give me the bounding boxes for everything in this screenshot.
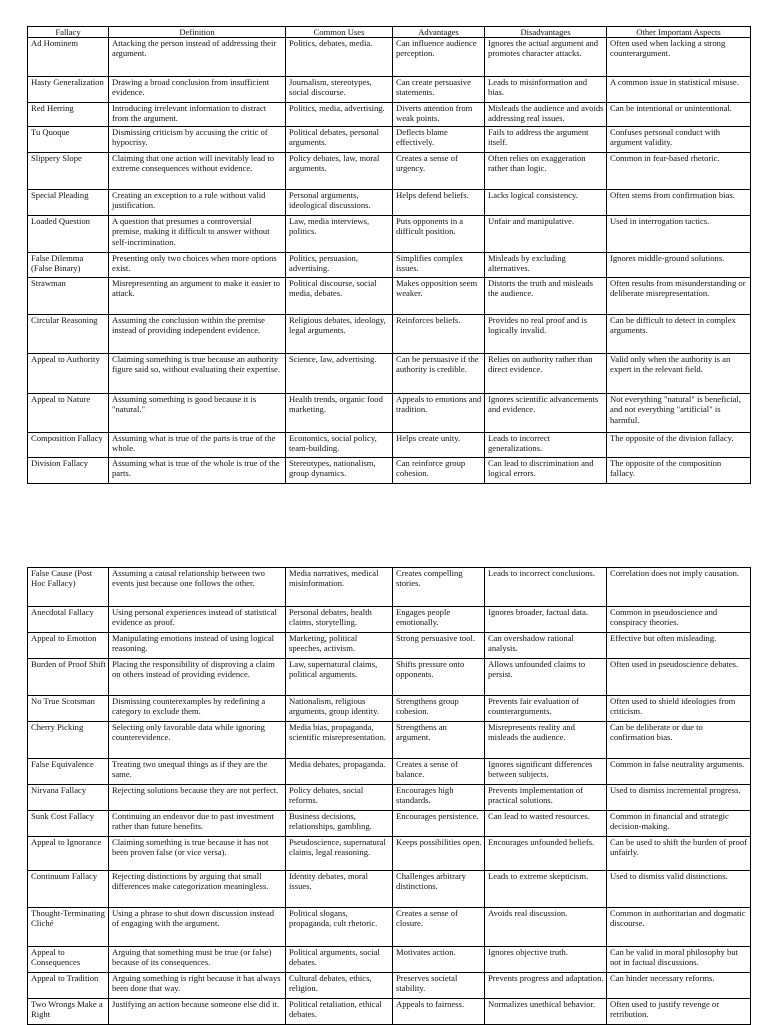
disadvantages-cell: Leads to incorrect generalizations. — [485, 433, 607, 458]
common-uses-cell: Business decisions, relationships, gambling. — [286, 811, 393, 837]
definition-cell: Assuming something is good because it is "natural." — [109, 394, 286, 433]
definition-cell: Misrepresenting an argument to make it easier to attack. — [109, 278, 286, 315]
header-common-uses: Common Uses — [286, 27, 393, 38]
table-row — [28, 722, 751, 759]
advantages-cell: Strengthens group cohesion. — [393, 696, 485, 722]
other-aspects-cell: Common in authoritarian and dogmatic discourse. — [607, 908, 751, 947]
advantages-cell: Can reinforce group cohesion. — [393, 458, 485, 484]
definition-cell: Arguing that something must be true (or false) because of its consequences. — [109, 947, 286, 973]
definition-cell: Treating two unequal things as if they are the same. — [109, 759, 286, 785]
common-uses-cell: Economics, social policy, team-building. — [286, 433, 393, 458]
definition-cell: Introducing irrelevant information to distract from the argument. — [109, 103, 286, 127]
header-advantages: Advantages — [393, 27, 485, 38]
header-disadvantages: Disadvantages — [485, 27, 607, 38]
fallacy-cell: Two Wrongs Make a Right — [28, 999, 109, 1025]
common-uses-cell: Politics, media, advertising. — [286, 103, 393, 127]
fallacy-cell: Appeal to Nature — [28, 394, 109, 433]
table-row — [28, 973, 751, 999]
fallacy-cell: Tu Quoque — [28, 127, 109, 153]
other-aspects-cell: A common issue in statistical misuse. — [607, 77, 751, 103]
other-aspects-cell: Common in false neutrality arguments. — [607, 759, 751, 785]
other-aspects-cell: Can be intentional or unintentional. — [607, 103, 751, 127]
fallacy-cell: False Equivalence — [28, 759, 109, 785]
other-aspects-cell: Correlation does not imply causation. — [607, 568, 751, 607]
advantages-cell: Encourages high standards. — [393, 785, 485, 811]
advantages-cell: Shifts pressure onto opponents. — [393, 659, 485, 696]
definition-cell: Assuming what is true of the whole is true of the parts. — [109, 458, 286, 484]
table-row — [28, 696, 751, 722]
table-row — [28, 315, 751, 354]
definition-cell: Assuming the conclusion within the premise instead of providing independent evidence. — [109, 315, 286, 354]
other-aspects-cell: Can be deliberate or due to confirmation bias. — [607, 722, 751, 759]
common-uses-cell: Media bias, propaganda, scientific misrepresentation. — [286, 722, 393, 759]
disadvantages-cell: Can lead to wasted resources. — [485, 811, 607, 837]
table-row — [28, 785, 751, 811]
disadvantages-cell: Prevents progress and adaptation. — [485, 973, 607, 999]
table-row — [28, 458, 751, 484]
definition-cell: Arguing something is right because it has always been done that way. — [109, 973, 286, 999]
definition-cell: A question that presumes a controversial premise, making it difficult to answer without self-incrimination. — [109, 216, 286, 253]
table-row — [28, 811, 751, 837]
table-row — [28, 633, 751, 659]
fallacy-cell: Ad Hominem — [28, 38, 109, 77]
fallacy-cell: Continuum Fallacy — [28, 871, 109, 908]
common-uses-cell: Cultural debates, ethics, religion. — [286, 973, 393, 999]
advantages-cell: Simplifies complex issues. — [393, 253, 485, 278]
definition-cell: Justifying an action because someone else did it. — [109, 999, 286, 1025]
common-uses-cell: Political arguments, social debates. — [286, 947, 393, 973]
common-uses-cell: Health trends, organic food marketing. — [286, 394, 393, 433]
common-uses-cell: Law, media interviews, politics. — [286, 216, 393, 253]
common-uses-cell: Stereotypes, nationalism, group dynamics. — [286, 458, 393, 484]
common-uses-cell: Law, supernatural claims, political arguments. — [286, 659, 393, 696]
other-aspects-cell: Used to dismiss valid distinctions. — [607, 871, 751, 908]
fallacy-cell: Sunk Cost Fallacy — [28, 811, 109, 837]
common-uses-cell: Media debates, propaganda. — [286, 759, 393, 785]
header-row — [28, 27, 751, 38]
definition-cell: Rejecting distinctions by arguing that small differences make categorization meaningless. — [109, 871, 286, 908]
disadvantages-cell: Provides no real proof and is logically invalid. — [485, 315, 607, 354]
definition-cell: Attacking the person instead of addressing their argument. — [109, 38, 286, 77]
common-uses-cell: Pseudoscience, supernatural claims, legal reasoning. — [286, 837, 393, 871]
other-aspects-cell: Often used when lacking a strong counterargument. — [607, 38, 751, 77]
table-row — [28, 77, 751, 103]
disadvantages-cell: Can lead to discrimination and logical errors. — [485, 458, 607, 484]
advantages-cell: Appeals to emotions and tradition. — [393, 394, 485, 433]
advantages-cell: Strengthens an argument. — [393, 722, 485, 759]
definition-cell: Manipulating emotions instead of using logical reasoning. — [109, 633, 286, 659]
definition-cell: Using a phrase to shut down discussion instead of engaging with the argument. — [109, 908, 286, 947]
table-row — [28, 433, 751, 458]
table-row — [28, 947, 751, 973]
fallacy-cell: False Cause (Post Hoc Fallacy) — [28, 568, 109, 607]
other-aspects-cell: Can be difficult to detect in complex arguments. — [607, 315, 751, 354]
other-aspects-cell: Often results from misunderstanding or deliberate misrepresentation. — [607, 278, 751, 315]
other-aspects-cell: Confuses personal conduct with argument validity. — [607, 127, 751, 153]
common-uses-cell: Personal arguments, ideological discussions. — [286, 190, 393, 216]
advantages-cell: Helps create unity. — [393, 433, 485, 458]
other-aspects-cell: The opposite of the division fallacy. — [607, 433, 751, 458]
common-uses-cell: Marketing, political speeches, activism. — [286, 633, 393, 659]
table-row — [28, 908, 751, 947]
other-aspects-cell: Often used in pseudoscience debates. — [607, 659, 751, 696]
other-aspects-cell: Common in fear-based rhetoric. — [607, 153, 751, 190]
table-row — [28, 38, 751, 77]
definition-cell: Claiming something is true because it has not been proven false (or vice versa). — [109, 837, 286, 871]
fallacy-cell: Appeal to Tradition — [28, 973, 109, 999]
common-uses-cell: Political debates, personal arguments. — [286, 127, 393, 153]
fallacy-cell: Thought-Terminating Cliché — [28, 908, 109, 947]
fallacy-cell: False Dilemma (False Binary) — [28, 253, 109, 278]
disadvantages-cell: Ignores significant differences between subjects. — [485, 759, 607, 785]
advantages-cell: Motivates action. — [393, 947, 485, 973]
disadvantages-cell: Ignores broader, factual data. — [485, 607, 607, 633]
fallacy-cell: Division Fallacy — [28, 458, 109, 484]
table-row — [28, 837, 751, 871]
advantages-cell: Deflects blame effectively. — [393, 127, 485, 153]
advantages-cell: Creates a sense of closure. — [393, 908, 485, 947]
other-aspects-cell: Valid only when the authority is an expert in the relevant field. — [607, 354, 751, 394]
other-aspects-cell: Can be used to shift the burden of proof unfairly. — [607, 837, 751, 871]
fallacy-cell: Composition Fallacy — [28, 433, 109, 458]
disadvantages-cell: Ignores the actual argument and promotes character attacks. — [485, 38, 607, 77]
definition-cell: Dismissing counterexamples by redefining a category to exclude them. — [109, 696, 286, 722]
other-aspects-cell: Used to dismiss incremental progress. — [607, 785, 751, 811]
table-row — [28, 394, 751, 433]
disadvantages-cell: Avoids real discussion. — [485, 908, 607, 947]
other-aspects-cell: Often used to shield ideologies from criticism. — [607, 696, 751, 722]
fallacy-cell: Appeal to Authority — [28, 354, 109, 394]
header-definition: Definition — [109, 27, 286, 38]
advantages-cell: Encourages persistence. — [393, 811, 485, 837]
table-row — [28, 354, 751, 394]
disadvantages-cell: Prevents implementation of practical solutions. — [485, 785, 607, 811]
disadvantages-cell: Fails to address the argument itself. — [485, 127, 607, 153]
common-uses-cell: Policy debates, law, moral arguments. — [286, 153, 393, 190]
fallacy-cell: Appeal to Ignorance — [28, 837, 109, 871]
fallacy-cell: Burden of Proof Shift — [28, 659, 109, 696]
disadvantages-cell: Relies on authority rather than direct evidence. — [485, 354, 607, 394]
disadvantages-cell: Allows unfounded claims to persist. — [485, 659, 607, 696]
disadvantages-cell: Ignores scientific advancements and evidence. — [485, 394, 607, 433]
advantages-cell: Strong persuasive tool. — [393, 633, 485, 659]
table-row — [28, 153, 751, 190]
other-aspects-cell: Ignores middle-ground solutions. — [607, 253, 751, 278]
fallacy-cell: Anecdotal Fallacy — [28, 607, 109, 633]
common-uses-cell: Religious debates, ideology, legal arguments. — [286, 315, 393, 354]
table-row — [28, 278, 751, 315]
advantages-cell: Creates a sense of urgency. — [393, 153, 485, 190]
disadvantages-cell: Unfair and manipulative. — [485, 216, 607, 253]
definition-cell: Placing the responsibility of disproving a claim on others instead of providing evidence. — [109, 659, 286, 696]
advantages-cell: Can create persuasive statements. — [393, 77, 485, 103]
common-uses-cell: Political slogans, propaganda, cult rhetoric. — [286, 908, 393, 947]
advantages-cell: Preserves societal stability. — [393, 973, 485, 999]
disadvantages-cell: Leads to incorrect conclusions. — [485, 568, 607, 607]
disadvantages-cell: Misleads by excluding alternatives. — [485, 253, 607, 278]
other-aspects-cell: Common in pseudoscience and conspiracy theories. — [607, 607, 751, 633]
fallacy-cell: Cherry Picking — [28, 722, 109, 759]
other-aspects-cell: Often stems from confirmation bias. — [607, 190, 751, 216]
disadvantages-cell: Misrepresents reality and misleads the audience. — [485, 722, 607, 759]
disadvantages-cell: Can overshadow rational analysis. — [485, 633, 607, 659]
common-uses-cell: Political discourse, social media, debates. — [286, 278, 393, 315]
other-aspects-cell: Effective but often misleading. — [607, 633, 751, 659]
definition-cell: Drawing a broad conclusion from insufficient evidence. — [109, 77, 286, 103]
common-uses-cell: Politics, debates, media. — [286, 38, 393, 77]
table-row — [28, 253, 751, 278]
common-uses-cell: Science, law, advertising. — [286, 354, 393, 394]
table-row — [28, 999, 751, 1025]
header-other-aspects: Other Important Aspects — [607, 27, 751, 38]
definition-cell: Continuing an endeavor due to past investment rather than future benefits. — [109, 811, 286, 837]
other-aspects-cell: Not everything "natural" is beneficial, and not everything "artificial" is harmful. — [607, 394, 751, 433]
disadvantages-cell: Distorts the truth and misleads the audience. — [485, 278, 607, 315]
table-row — [28, 127, 751, 153]
fallacy-cell: Appeal to Emotion — [28, 633, 109, 659]
table-row — [28, 568, 751, 607]
definition-cell: Using personal experiences instead of statistical evidence as proof. — [109, 607, 286, 633]
advantages-cell: Challenges arbitrary distinctions. — [393, 871, 485, 908]
fallacy-cell: Nirvana Fallacy — [28, 785, 109, 811]
common-uses-cell: Politics, persuasion, advertising. — [286, 253, 393, 278]
common-uses-cell: Nationalism, religious arguments, group identity. — [286, 696, 393, 722]
disadvantages-cell: Lacks logical consistency. — [485, 190, 607, 216]
advantages-cell: Creates compelling stories. — [393, 568, 485, 607]
fallacy-cell: Circular Reasoning — [28, 315, 109, 354]
definition-cell: Assuming a causal relationship between two events just because one follows the other. — [109, 568, 286, 607]
fallacies-table-1 — [27, 26, 751, 484]
definition-cell: Claiming that one action will inevitably lead to extreme consequences without evidence. — [109, 153, 286, 190]
advantages-cell: Helps defend beliefs. — [393, 190, 485, 216]
disadvantages-cell: Prevents fair evaluation of counterarguments. — [485, 696, 607, 722]
common-uses-cell: Journalism, stereotypes, social discourse. — [286, 77, 393, 103]
table-row — [28, 659, 751, 696]
definition-cell: Selecting only favorable data while ignoring counterevidence. — [109, 722, 286, 759]
table-row — [28, 190, 751, 216]
table-row — [28, 759, 751, 785]
disadvantages-cell: Leads to extreme skepticism. — [485, 871, 607, 908]
disadvantages-cell: Misleads the audience and avoids addressing real issues. — [485, 103, 607, 127]
disadvantages-cell: Leads to misinformation and bias. — [485, 77, 607, 103]
table-row — [28, 103, 751, 127]
common-uses-cell: Personal debates, health claims, storytelling. — [286, 607, 393, 633]
other-aspects-cell: Can hinder necessary reforms. — [607, 973, 751, 999]
definition-cell: Dismissing criticism by accusing the critic of hypocrisy. — [109, 127, 286, 153]
fallacy-cell: No True Scotsman — [28, 696, 109, 722]
common-uses-cell: Policy debates, social reforms. — [286, 785, 393, 811]
common-uses-cell: Media narratives, medical misinformation. — [286, 568, 393, 607]
other-aspects-cell: The opposite of the composition fallacy. — [607, 458, 751, 484]
fallacy-cell: Slippery Slope — [28, 153, 109, 190]
disadvantages-cell: Often relies on exaggeration rather than logic. — [485, 153, 607, 190]
fallacy-cell: Loaded Question — [28, 216, 109, 253]
other-aspects-cell: Common in financial and strategic decision-making. — [607, 811, 751, 837]
advantages-cell: Diverts attention from weak points. — [393, 103, 485, 127]
advantages-cell: Appeals to fairness. — [393, 999, 485, 1025]
fallacies-table-2 — [27, 567, 751, 1025]
table-row — [28, 216, 751, 253]
advantages-cell: Can be persuasive if the authority is credible. — [393, 354, 485, 394]
disadvantages-cell: Ignores objective truth. — [485, 947, 607, 973]
definition-cell: Claiming something is true because an authority figure said so, without evaluating their expertise. — [109, 354, 286, 394]
disadvantages-cell: Normalizes unethical behavior. — [485, 999, 607, 1025]
advantages-cell: Engages people emotionally. — [393, 607, 485, 633]
definition-cell: Creating an exception to a rule without valid justification. — [109, 190, 286, 216]
fallacy-cell: Hasty Generalization — [28, 77, 109, 103]
common-uses-cell: Identity debates, moral issues. — [286, 871, 393, 908]
common-uses-cell: Political retaliation, ethical debates. — [286, 999, 393, 1025]
advantages-cell: Reinforces beliefs. — [393, 315, 485, 354]
header-fallacy: Fallacy — [28, 27, 109, 38]
definition-cell: Rejecting solutions because they are not perfect. — [109, 785, 286, 811]
table-row — [28, 871, 751, 908]
fallacy-cell: Special Pleading — [28, 190, 109, 216]
disadvantages-cell: Encourages unfounded beliefs. — [485, 837, 607, 871]
definition-cell: Presenting only two choices when more options exist. — [109, 253, 286, 278]
fallacy-cell: Appeal to Consequences — [28, 947, 109, 973]
fallacy-cell: Red Herring — [28, 103, 109, 127]
advantages-cell: Creates a sense of balance. — [393, 759, 485, 785]
other-aspects-cell: Can be valid in moral philosophy but not in factual discussions. — [607, 947, 751, 973]
advantages-cell: Can influence audience perception. — [393, 38, 485, 77]
fallacy-cell: Strawman — [28, 278, 109, 315]
advantages-cell: Makes opposition seem weaker. — [393, 278, 485, 315]
advantages-cell: Puts opponents in a difficult position. — [393, 216, 485, 253]
definition-cell: Assuming what is true of the parts is true of the whole. — [109, 433, 286, 458]
table-row — [28, 607, 751, 633]
other-aspects-cell: Used in interrogation tactics. — [607, 216, 751, 253]
advantages-cell: Keeps possibilities open. — [393, 837, 485, 871]
other-aspects-cell: Often used to justify revenge or retribution. — [607, 999, 751, 1025]
